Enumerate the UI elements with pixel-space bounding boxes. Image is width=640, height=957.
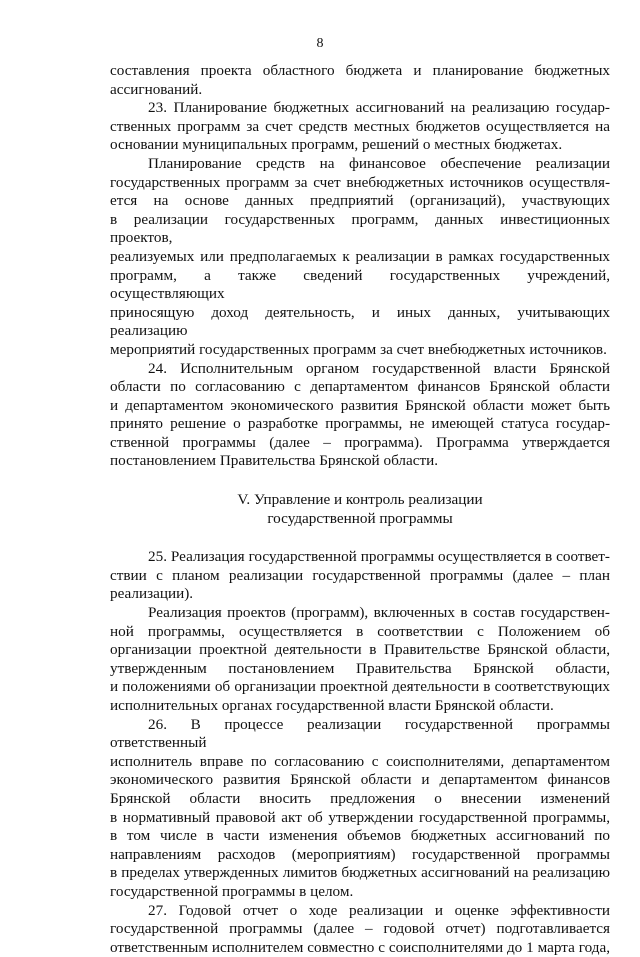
text-line: приносящую доход деятельность, и иных данных, учитывающих реализацию (110, 303, 610, 340)
text-line: в реализации государственных программ, данных инвестиционных проектов, (110, 210, 610, 247)
text-line: ственных программ за счет средств местных бюджетов осуществляется на (110, 117, 610, 135)
text-line: исполнительных органах государственной власти Брянской области. (110, 697, 554, 714)
text-line: Планирование средств на финансовое обеспечение реализации (148, 154, 610, 172)
text-line: исполнитель вправе по согласованию с соисполнителями, департаментом (110, 752, 610, 770)
text-line: постановлением Правительства Брянской области. (110, 452, 439, 470)
paragraph (110, 902, 610, 957)
text-line: реализации). (110, 585, 194, 603)
text-line: основании муниципальных программ, решений о местных бюджетах. (110, 136, 563, 154)
text-line: и департаментом экономического развития Брянской области может быть (110, 396, 610, 414)
text-line: ствии с планом реализации государственной программы (далее – план (110, 566, 610, 584)
text-line: ответственным исполнителем совместно с соисполнителями до 1 марта года, (110, 938, 610, 956)
heading-line: государственной программы (267, 509, 453, 527)
paragraph (110, 360, 610, 472)
text-line: в том числе в части изменения объемов бюджетных ассигнований по (110, 827, 610, 845)
spacer (110, 471, 610, 491)
text-line: ной программы, осуществляется в соответствии с Положением об (110, 622, 610, 640)
text-line: направлениям расходов (мероприятиям) государственной программы (110, 845, 610, 863)
paragraph (110, 716, 610, 902)
text-line: в нормативный правовой акт об утверждении государственной программы, (110, 808, 610, 826)
section-heading (110, 491, 610, 528)
text-line: ется на основе данных предприятий (организаций), участвующих (110, 192, 610, 210)
text-line: 24. Исполнительным органом государственной власти Брянской (148, 359, 610, 377)
text-line: составления проекта областного бюджета и планирование бюджетных (110, 62, 610, 79)
text-line: ственной программы (далее – программа). Программа утверждается (110, 433, 610, 451)
text-line: экономического развития Брянской области и департаментом финансов (110, 771, 610, 789)
document-body (110, 62, 610, 957)
text-line: государственной программы (далее – годовой отчет) подготавливается (110, 920, 610, 938)
paragraph (110, 99, 610, 155)
spacer (110, 528, 610, 548)
text-line: государственных программ за счет внебюджетных источников осуществля- (110, 173, 610, 191)
text-line: 27. Годовой отчет о ходе реализации и оценке эффективности (148, 901, 610, 919)
text-line: утвержденным постановлением Правительства Брянской области, (110, 659, 610, 677)
text-line: в пределах утвержденных лимитов бюджетных ассигнований на реализацию (110, 864, 610, 882)
text-line: организации проектной деятельности в Правительстве Брянской области, (110, 641, 610, 659)
text-line: государственной программы в целом. (110, 882, 354, 900)
paragraph (110, 155, 610, 360)
paragraph (110, 604, 610, 716)
text-line: Реализация проектов (программ), включенных в состав государствен- (148, 604, 610, 622)
text-line: области по согласованию с департаментом финансов Брянской области (110, 378, 610, 396)
paragraph (110, 548, 610, 604)
text-line: 26. В процессе реализации государственной программы ответственный (110, 715, 610, 752)
text-line: реализуемых или предполагаемых к реализации в рамках государственных (110, 247, 610, 265)
text-line: ассигнований. (110, 80, 203, 98)
text-line: 23. Планирование бюджетных ассигнований на реализацию государ- (148, 99, 610, 117)
paragraph (110, 62, 610, 99)
text-line: и положениями об организации проектной деятельности в соответствующих (110, 678, 610, 696)
text-line: Брянской области вносить предложения о внесении изменений (110, 789, 610, 807)
text-line: 25. Реализация государственной программы осуществляется в соответ- (148, 548, 610, 566)
page-number: 8 (316, 36, 324, 51)
text-line: программ, а также сведений государственных учреждений, осуществляющих (110, 266, 610, 303)
text-line: мероприятий государственных программ за счет внебюджетных источников. (110, 340, 607, 358)
heading-line: V. Управление и контроль реализации (237, 491, 483, 509)
text-line: принято решение о разработке программы, не имеющей статуса государ- (110, 415, 610, 433)
